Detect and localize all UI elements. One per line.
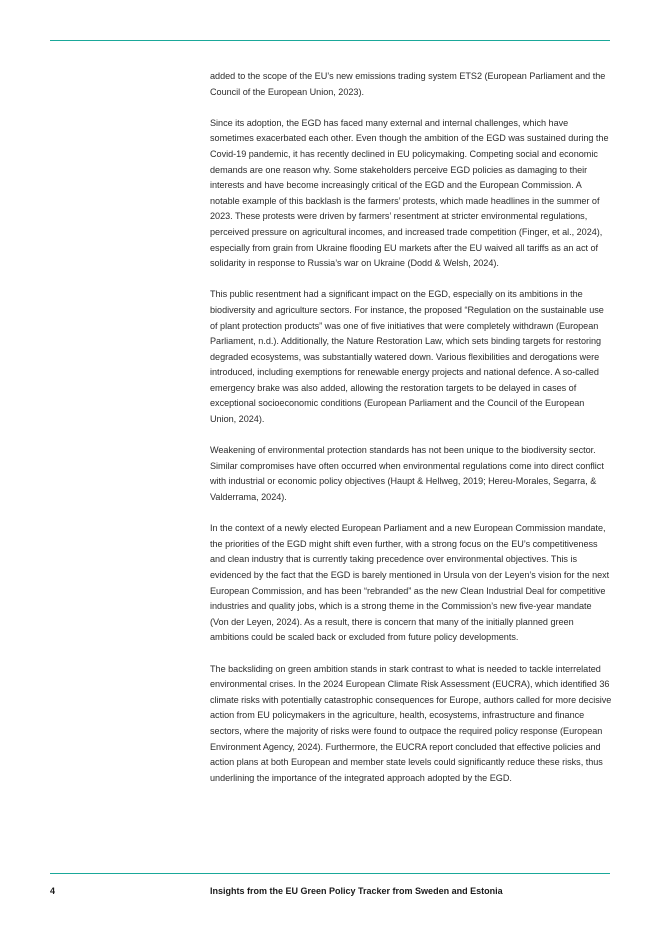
body-text [210, 69, 612, 802]
page-number: 4 [50, 886, 56, 896]
paragraph: This public resentment had a significant impact on the EGD, especially on its ambitions in the biodiversity and agriculture sectors. For instance, the proposed “Regulation on the sustainable use of plant protection products” was one of five initiatives that were completely withdrawn (European Parliament, n.d.). Additionally, the Nature Restoration Law, which sets binding targets for restoring degraded ecosystems, was substantially watered down. Various flexibilities and derogations were introduced, including exemptions for renewable energy projects and national defence. A so-called emergency brake was also added, allowing the restoration targets to be delayed in cases of exceptional socioeconomic conditions (European Parliament and the Council of the European Union, 2024). [210, 289, 604, 425]
paragraph: Weakening of environmental protection standards has not been unique to the biodiversity sector. Similar compromises have often occurred when environmental regulations come into direct conflict with industrial or economic policy objectives (Haupt & Hellweg, 2019; Hereu-Morales, Segarra, & Valderrama, 2024). [210, 445, 604, 503]
paragraph: added to the scope of the EU’s new emissions trading system ETS2 (European Parliament and the Council of the European Union, 2023). [210, 71, 606, 97]
footer-title: Insights from the EU Green Policy Tracker from Sweden and Estonia [210, 886, 503, 896]
footer-divider [50, 873, 610, 874]
paragraph: Since its adoption, the EGD has faced many external and internal challenges, which have sometimes exacerbated each other. Even though the ambition of the EGD was sustained during the Covid-19 pandemic, it has recently declined in EU policymaking. Competing social and economic demands are one reason why. Some stakeholders perceive EGD policies as damaging to their interests and have become increasingly critical of the EGD and the European Commission. A notable example of this backlash is the farmers’ protests, which made headlines in the summer of 2023. These protests were driven by farmers’ resentment at stricter environmental regulations, perceived pressure on agricultural incomes, and increased trade competition (Finger, et al., 2024), especially from grain from Ukraine flooding EU markets after the EU waived all tariffs as an act of solidarity in response to Russia’s war on Ukraine (Dodd & Welsh, 2024). [210, 117, 609, 269]
paragraph: The backsliding on green ambition stands in stark contrast to what is needed to tackle interrelated environmental crises. In the 2024 European Climate Risk Assessment (EUCRA), which identified 36 climate risks with potentially catastrophic consequences for Europe, authors called for more decisive action from EU policymakers in the agriculture, health, ecosystems, infrastructure and finance sectors, where the majority of risks were found to outpace the required policy response (European Environment Agency, 2024). Furthermore, the EUCRA report concluded that effective policies and action plans at both European and member state levels could significantly reduce these risks, thus underlining the importance of the integrated approach adopted by the EGD. [210, 663, 612, 783]
paragraph: In the context of a newly elected European Parliament and a new European Commission mandate, the priorities of the EGD might shift even further, with a strong focus on the EU’s competitiveness and clean industry that is currently taking precedence over environmental objectives. This is evidenced by the fact that the EGD is barely mentioned in Ursula von der Leyen’s vision for the next European Commission, and has been “rebranded” as the new Clean Industrial Deal for competitive industries and quality jobs, which is a strong theme in the Commission’s new five-year mandate (Von der Leyen, 2024). As a result, there is concern that many of the initially planned green ambitions could be scaled back or excluded from future policy developments. [210, 523, 610, 643]
header-divider [50, 40, 610, 41]
